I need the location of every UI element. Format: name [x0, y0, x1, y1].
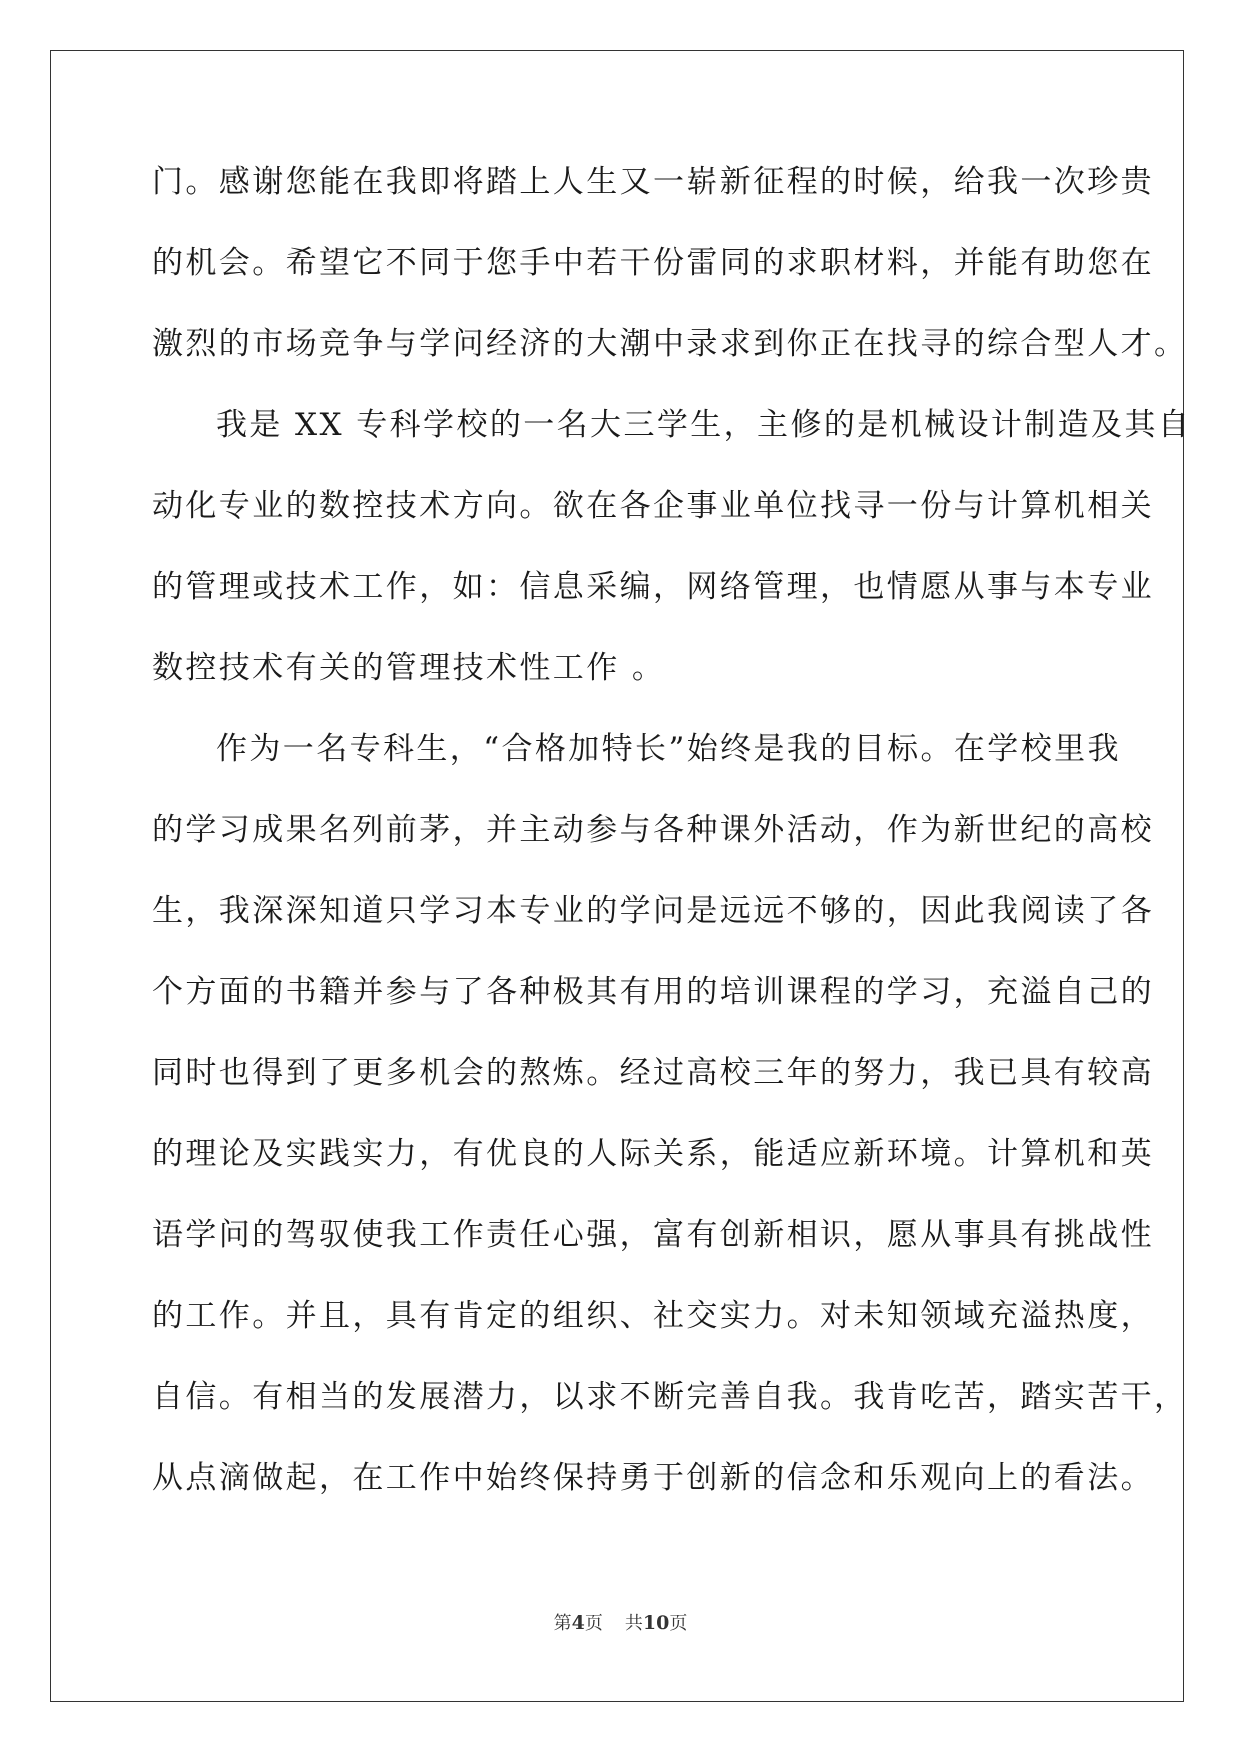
page-suffix: 页	[584, 1613, 603, 1634]
text-line: 语学问的驾驭使我工作责任心强，富有创新相识，愿从事具有挑战性	[152, 1217, 1154, 1253]
text-line: 门。感谢您能在我即将踏上人生又一崭新征程的时候，给我一次珍贵	[152, 164, 1154, 200]
total-prefix: 共	[624, 1613, 643, 1634]
text-line: 的管理或技术工作，如：信息采编，网络管理，也情愿从事与本专业	[152, 569, 1154, 605]
page-prefix: 第	[553, 1613, 572, 1634]
page-total: 10	[642, 1612, 670, 1634]
text-line: 的机会。希望它不同于您手中若干份雷同的求职材料，并能有助您在	[152, 245, 1154, 281]
paragraph-start-line: 我是 XX 专科学校的一名大三学生，主修的是机械设计制造及其自	[216, 407, 1192, 443]
document-body	[152, 162, 1192, 1539]
page-footer	[0, 1609, 1241, 1635]
text-line: 动化专业的数控技术方向。欲在各企事业单位找寻一份与计算机相关	[152, 488, 1154, 524]
text-line: 生，我深深知道只学习本专业的学问是远远不够的，因此我阅读了各	[152, 893, 1154, 929]
text-line: 的学习成果名列前茅，并主动参与各种课外活动，作为新世纪的高校	[152, 812, 1154, 848]
text-line: 自信。有相当的发展潜力，以求不断完善自我。我肯吃苦，踏实苦干，	[152, 1379, 1188, 1415]
text-line: 从点滴做起，在工作中始终保持勇于创新的信念和乐观向上的看法。	[152, 1460, 1154, 1496]
text-line: 的工作。并且，具有肯定的组织、社交实力。对未知领域充溢热度，	[152, 1298, 1154, 1334]
page-current: 4	[571, 1612, 585, 1634]
text-line: 同时也得到了更多机会的熬炼。经过高校三年的努力，我已具有较高	[152, 1055, 1154, 1091]
text-line: 个方面的书籍并参与了各种极其有用的培训课程的学习，充溢自己的	[152, 974, 1154, 1010]
paragraph-start-line: 作为一名专科生，“合格加特长”始终是我的目标。在学校里我	[216, 731, 1121, 767]
total-suffix: 页	[669, 1613, 688, 1634]
text-line: 的理论及实践实力，有优良的人际关系，能适应新环境。计算机和英	[152, 1136, 1154, 1172]
text-line: 激烈的市场竞争与学问经济的大潮中录求到你正在找寻的综合型人才。	[152, 326, 1188, 362]
text-line: 数控技术有关的管理技术性工作 。	[152, 650, 666, 686]
